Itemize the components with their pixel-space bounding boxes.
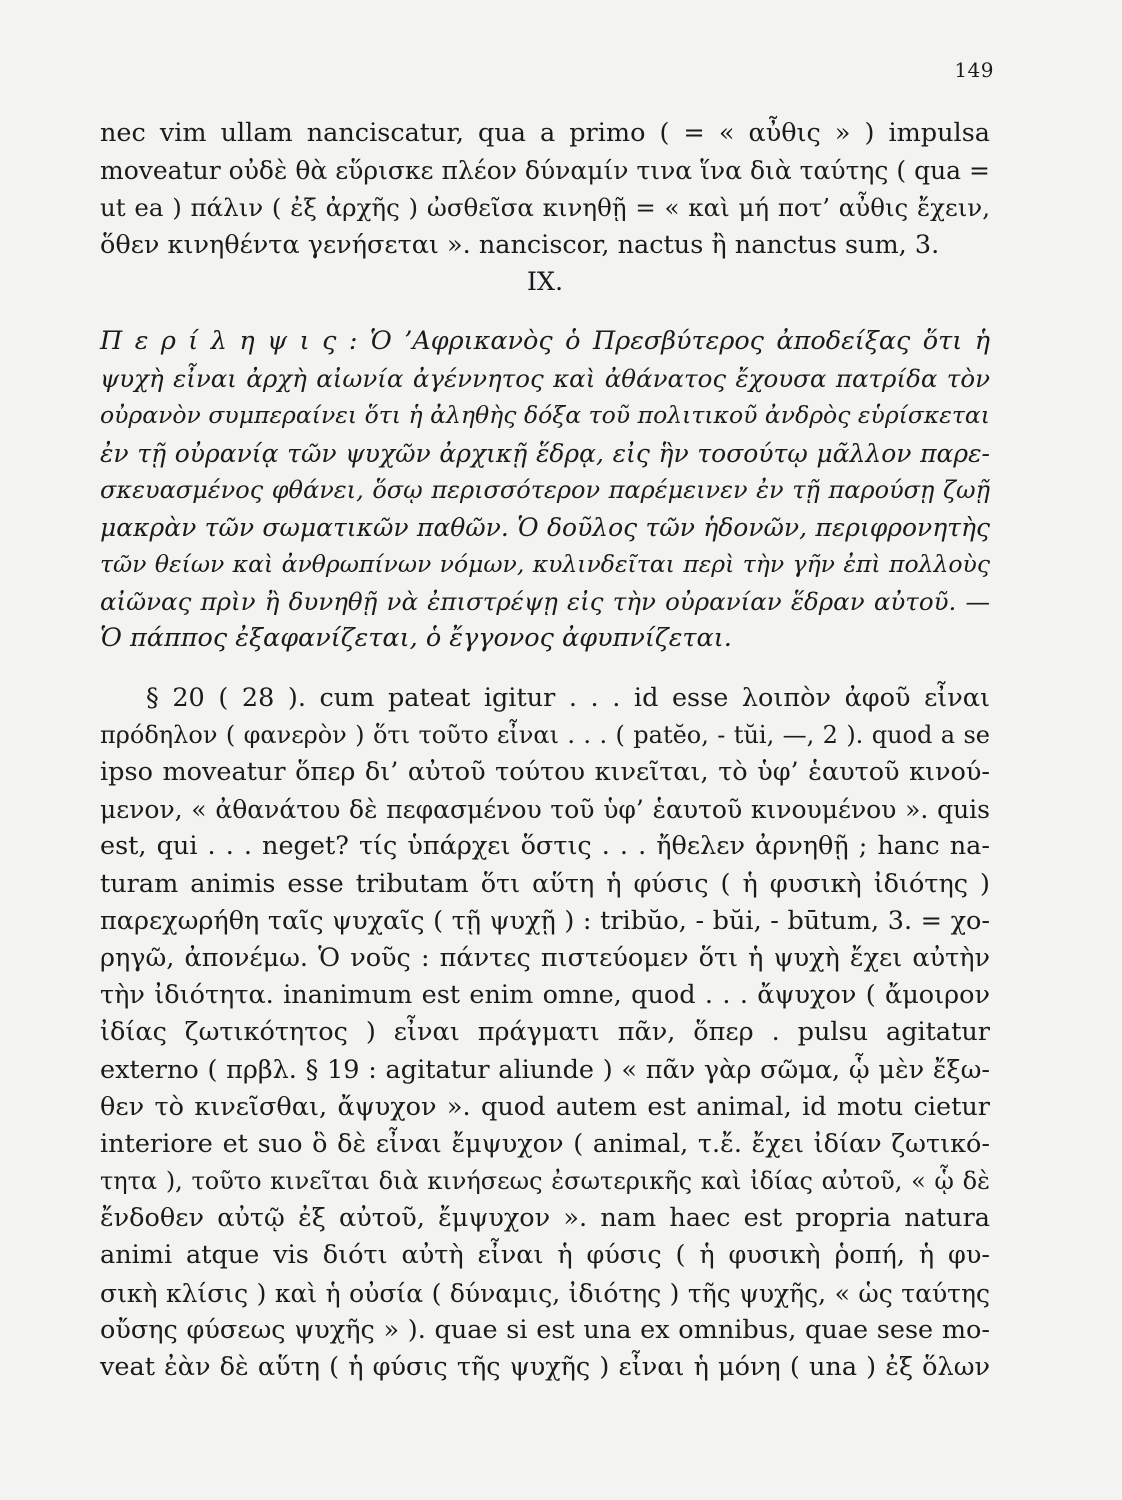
text-line: σικὴ κλίσις ) καὶ ἡ οὐσία ( δύναμις, ἰδιότης ) τῆς ψυχῆς, « ὡς ταύτης xyxy=(100,1278,990,1308)
text-line: ἐν τῇ οὐρανίᾳ τῶν ψυχῶν ἀρχικῇ ἕδρᾳ, εἰς ἣν τοσούτῳ μᾶλλον παρε- xyxy=(100,438,990,468)
text-line: ut ea ) πάλιν ( ἐξ ἀρχῆς ) ὠσθεῖσα κινηθῇ = « καὶ μή ποτ’ αὖθις ἔχειν, xyxy=(100,193,990,223)
text-line: μενον, « ἀθανάτου δὲ πεφασμένου τοῦ ὑφ’ ἑαυτοῦ κινουμένου ». quis xyxy=(100,795,990,825)
text-line: οὔσης φύσεως ψυχῆς » ). quae si est una ex omnibus, quae sese mo- xyxy=(100,1314,990,1345)
text-line: veat ἐὰν δὲ αὕτη ( ἡ φύσις τῆς ψυχῆς ) εἶναι ἡ μόνη ( una ) ἐξ ὅλων xyxy=(100,1352,990,1382)
text-line: τητα ), τοῦτο κινεῖται διὰ κινήσεως ἐσωτερικῆς καὶ ἰδίας αὐτοῦ, « ᾧ δὲ xyxy=(100,1167,990,1196)
text-line: θεν τὸ κινεῖσθαι, ἄψυχον ». quod autem est animal, id motu cietur xyxy=(100,1091,990,1122)
text-line: Ὁ πάππος ἐξαφανίζεται, ὁ ἔγγονος ἀφυπνίζεται. xyxy=(100,623,732,654)
paragraph-intro xyxy=(100,115,990,264)
text-line: ipso moveatur ὅπερ δι’ αὐτοῦ τούτου κινεῖται, τὸ ὑφ’ ἑαυτοῦ κινού- xyxy=(100,757,990,787)
text-line: αἰῶνας πρὶν ἢ δυνηθῇ νὰ ἐπιστρέψῃ εἰς τὴν οὐρανίαν ἕδραν αὐτοῦ. — xyxy=(100,587,990,617)
text-line: σκευασμένος φθάνει, ὅσῳ περισσότερον παρέμεινεν ἐν τῇ παρούσῃ ζωῇ xyxy=(100,475,990,504)
text-line: ρηγῶ, ἀπονέμω. Ὁ νοῦς : πάντες πιστεύομεν ὅτι ἡ ψυχὴ ἔχει αὐτὴν xyxy=(100,942,990,973)
text-line: § 20 ( 28 ). cum pateat igitur . . . id esse λοιπὸν ἀφοῦ εἶναι xyxy=(146,682,990,713)
commentary-paragraph xyxy=(100,680,990,1387)
section-heading: IX. xyxy=(526,266,564,297)
text-line: οὐρανὸν συμπεραίνει ὅτι ἡ ἀληθὴς δόξα τοῦ πολιτικοῦ ἀνδρὸς εὑρίσκεται xyxy=(100,401,990,430)
text-line: nec vim ullam nanciscatur, qua a primo ( = « αὖθις » ) impulsa xyxy=(100,118,990,148)
text-body xyxy=(100,115,990,1386)
text-line: παρεχωρήθη ταῖς ψυχαῖς ( τῇ ψυχῇ ) : tribŭo, - bŭi, - būtum, 3. = χο- xyxy=(100,905,990,936)
text-line: ἰδίας ζωτικότητος ) εἶναι πράγματι πᾶν, ὅπερ . pulsu agitatur xyxy=(100,1017,990,1048)
text-line: externo ( πρβλ. § 19 : agitatur aliunde ) « πᾶν γὰρ σῶμα, ᾧ μὲν ἔξω- xyxy=(100,1054,990,1085)
text-line: μακρὰν τῶν σωματικῶν παθῶν. Ὁ δοῦλος τῶν ἡδονῶν, περιφρονητὴς xyxy=(100,512,990,542)
text-line: ὅθεν κινηθέντα γενήσεται ». nanciscor, nactus ἢ nanctus sum, 3. xyxy=(100,229,940,260)
text-line: animi atque vis διότι αὐτὴ εἶναι ἡ φύσις ( ἡ φυσικὴ ῥοπή, ἡ φυ- xyxy=(100,1240,990,1271)
text-line: τῶν θείων καὶ ἀνθρωπίνων νόμων, κυλινδεῖται περὶ τὴν γῆν ἐπὶ πολλοὺς xyxy=(100,550,990,579)
text-line: turam animis esse tributam ὅτι αὕτη ἡ φύσις ( ἡ φυσικὴ ἰδιότης ) xyxy=(100,868,990,899)
text-line: ἔνδοθεν αὐτῷ ἐξ αὐτοῦ, ἔμψυχον ». nam haec est propria natura xyxy=(100,1203,990,1234)
text-line: πρόδηλον ( φανερὸν ) ὅτι τοῦτο εἶναι . . . ( patĕo, - tŭi, —, 2 ). quod a se xyxy=(100,720,990,749)
text-line: interiore et suo ὃ δὲ εἶναι ἔμψυχον ( animal, τ.ἔ. ἔχει ἰδίαν ζωτικό- xyxy=(100,1128,990,1159)
text-line: est, qui . . . neget? τίς ὑπάρχει ὅστις . . . ἤθελεν ἀρνηθῇ ; hanc na- xyxy=(100,831,990,862)
text-line: ψυχὴ εἶναι ἀρχὴ αἰωνία ἀγέννητος καὶ ἀθάνατος ἔχουσα πατρίδα τὸν xyxy=(100,364,990,394)
page-number: 149 xyxy=(954,58,994,82)
text-line: Π ε ρ ί λ η ψ ι ς : Ὁ ’Αφρικανὸς ὁ Πρεσβύτερος ἀποδείξας ὅτι ἡ xyxy=(100,325,990,356)
text-line: τὴν ἰδιότητα. inanimum est enim omne, quod . . . ἄψυχον ( ἄμοιρον xyxy=(100,980,990,1011)
text-line: moveatur οὐδὲ θὰ εὕρισκε πλέον δύναμίν τινα ἵνα διὰ ταύτης ( qua = xyxy=(100,156,990,186)
summary-paragraph xyxy=(100,323,990,658)
